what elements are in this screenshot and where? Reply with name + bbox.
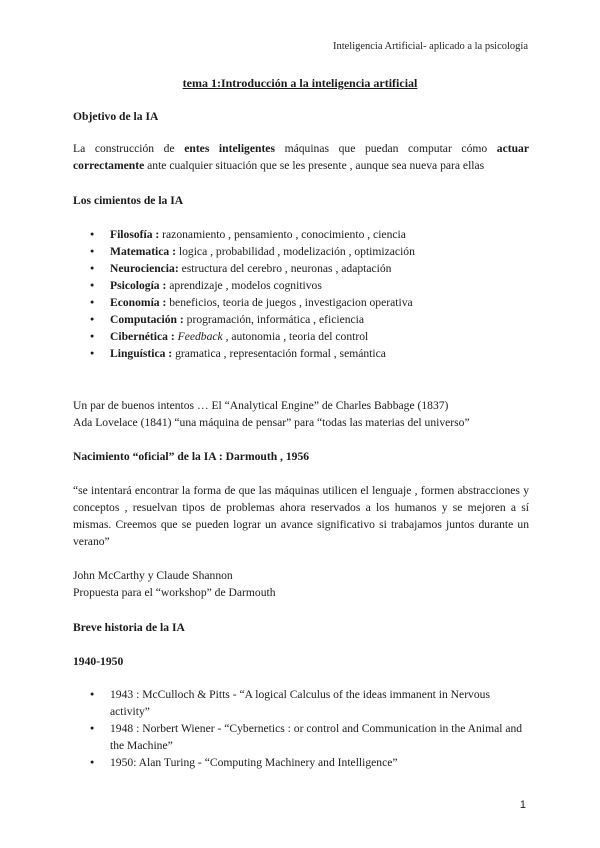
list-item [73,277,529,294]
cimientos-heading: Los cimientos de la IA [73,194,184,207]
item-text: , autonomia , teoria del control [222,330,369,343]
objetivo-bold-1: entes inteligentes [184,142,275,155]
historia-period: 1940-1950 [73,655,124,668]
item-text: beneficios, teoria de juegos , investigacion operativa [166,296,413,309]
nacimiento-authors: John McCarthy y Claude Shannon [73,569,233,582]
item-text: aprendizaje , modelos cognitivos [166,279,322,292]
item-term: Cibernética : [110,330,175,343]
item-term: Economía : [110,296,167,309]
intentos-line-2: Ada Lovelace (1841) “una máquina de pensar” para “todas las materias del universo” [73,416,470,429]
list-item [73,260,529,277]
item-text: estructura del cerebro , neuronas , adaptación [178,262,392,275]
objetivo-heading: Objetivo de la IA [73,110,159,123]
document-title: tema 1:Introducción a la inteligencia artificial [182,76,418,90]
objetivo-text-2: máquinas que puedan computar cómo [274,142,497,155]
item-term: Psicología : [110,279,167,292]
list-item [73,328,529,345]
item-italic: Feedback [177,330,223,343]
item-term: Neurociencia: [110,262,179,275]
list-item [73,243,529,260]
objetivo-text-3: ante cualquier situación que se les presente , aunque sea nueva para ellas [144,159,485,172]
intentos-line-1: Un par de buenos intentos … El “Analytical Engine” de Charles Babbage (1837) [73,399,449,412]
list-item [73,294,529,311]
list-item: ● 1943 : McCulloch & Pitts - “A logical Calculus of the ideas immanent in Nervous activity” [73,686,529,720]
item-term: Computación : [110,313,184,326]
cimientos-list [73,226,529,362]
item-term: Filosofía : [110,228,160,241]
item-text: logica , probabilidad , modelización , optimización [176,245,415,258]
nacimiento-proposal: Propuesta para el “workshop” de Darmouth [73,586,276,599]
running-header: Inteligencia Artificial- aplicado a la psicología [332,41,528,52]
item-text: programación, informática , eficiencia [183,313,365,326]
historia-heading: Breve historia de la IA [73,621,185,634]
objetivo-bold-2: actuar correctamente [73,142,529,172]
list-item [73,226,529,243]
list-item [73,345,529,362]
item-text: gramatica , representación formal , semántica [172,347,386,360]
list-item: ● 1948 : Norbert Wiener - “Cybernetics : or control and Communication in the Animal and the Machine” [73,720,529,754]
nacimiento-heading: Nacimiento “oficial” de la IA : Darmouth , 1956 [73,450,310,463]
historia-list [73,686,529,771]
item-text: razonamiento , pensamiento , conocimiento , ciencia [159,228,406,241]
page-number: 1 [519,799,526,811]
item-term: Matematica : [110,245,176,258]
list-item: ● 1950: Alan Turing - “Computing Machinery and Intelligence” [73,754,529,771]
objetivo-text-1: La construcción de [73,142,185,155]
objetivo-paragraph [73,140,529,174]
item-term: Linguística : [110,347,173,360]
list-item [73,311,529,328]
nacimiento-quote: “se intentará encontrar la forma de que las máquinas utilicen el lenguaje , formen abstracciones y conceptos , resuelvan tipos de problemas ahora reservados a los humanos y se mejoren a sí mismas. Creemos que se pueden lograr un avance significativo si trabajamos juntos durante un verano” [73,484,529,548]
